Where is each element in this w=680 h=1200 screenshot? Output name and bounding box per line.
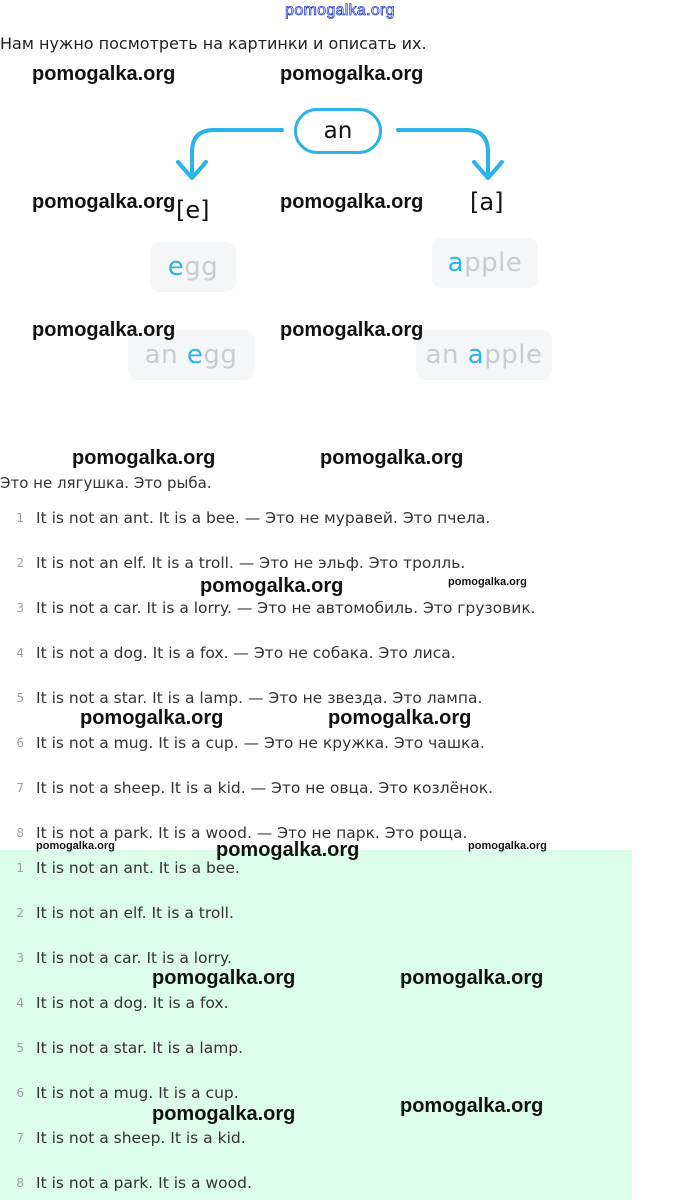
watermark: pomogalka.org (280, 63, 424, 85)
row-number: 1 (16, 511, 24, 525)
word-card-apple (432, 238, 538, 288)
row-number: 1 (16, 861, 24, 875)
word-first-letter: e (167, 252, 185, 282)
article-pill: an (294, 108, 382, 154)
watermark: pomogalka.org (152, 1103, 296, 1125)
row-number: 5 (16, 691, 24, 705)
row-number: 4 (16, 996, 24, 1010)
row-text: It is not an elf. It is a troll. (36, 904, 234, 922)
phrase-card-an-apple (416, 330, 552, 380)
sound-a: [a] (470, 188, 504, 216)
row-number: 7 (16, 781, 24, 795)
row-text: It is not a park. It is a wood. — Это не парк. Это роща. (36, 824, 468, 842)
phrase-article: an (425, 340, 459, 370)
row-number: 3 (16, 951, 24, 965)
phrase-article: an (144, 340, 179, 370)
watermark: pomogalka.org (216, 839, 360, 861)
watermark: pomogalka.org (280, 191, 424, 213)
row-text: It is not an ant. It is a bee. — Это не муравей. Это пчела. (36, 509, 491, 527)
row-text: It is not a star. It is a lamp. — Это не звезда. Это лампа. (36, 689, 483, 707)
row-text: It is not a park. It is a wood. (36, 1174, 252, 1192)
row-text: It is not a dog. It is a fox. — Это не собака. Это лиса. (36, 644, 456, 662)
row-number: 2 (16, 556, 24, 570)
phrase-rest: gg (203, 340, 238, 370)
watermark: pomogalka.org (32, 319, 176, 341)
watermark: pomogalka.org (36, 840, 115, 852)
watermark: pomogalka.org (32, 63, 176, 85)
row-text: It is not a car. It is a lorry. — Это не автомобиль. Это грузовик. (36, 599, 536, 617)
watermark: pomogalka.org (72, 447, 216, 469)
row-number: 8 (16, 826, 24, 840)
watermark: pomogalka.org (152, 967, 296, 989)
watermark: pomogalka.org (400, 1095, 544, 1117)
watermark: pomogalka.org (468, 840, 547, 852)
watermark: pomogalka.org (320, 447, 464, 469)
word-rest: pple (464, 248, 523, 278)
row-number: 2 (16, 906, 24, 920)
phrase-first-letter: a (467, 340, 485, 370)
section-heading: Это не лягушка. Это рыба. (0, 474, 212, 492)
row-text: It is not a dog. It is a fox. (36, 994, 229, 1012)
row-number: 4 (16, 646, 24, 660)
watermark: pomogalka.org (80, 707, 224, 729)
phrase-rest: pple (484, 340, 543, 370)
intro-text: Нам нужно посмотреть на картинки и описать их. (0, 34, 427, 53)
phrase-first-letter: e (186, 340, 204, 370)
row-text: It is not an ant. It is a bee. (36, 859, 240, 877)
watermark: pomogalka.org (400, 967, 544, 989)
row-number: 3 (16, 601, 24, 615)
word-card-egg (150, 242, 236, 292)
row-text: It is not a sheep. It is a kid. (36, 1129, 246, 1147)
row-number: 8 (16, 1176, 24, 1190)
watermark: pomogalka.org (32, 191, 176, 213)
row-text: It is not a star. It is a lamp. (36, 1039, 244, 1057)
word-first-letter: a (447, 248, 465, 278)
row-text: It is not a mug. It is a cup. — Это не кружка. Это чашка. (36, 734, 485, 752)
row-text: It is not a car. It is a lorry. (36, 949, 232, 967)
word-rest: gg (184, 252, 219, 282)
site-link[interactable]: pomogalka.org (285, 2, 395, 19)
row-text: It is not a mug. It is a cup. (36, 1084, 239, 1102)
row-text: It is not an elf. It is a troll. — Это не эльф. Это тролль. (36, 554, 466, 572)
row-text: It is not a sheep. It is a kid. — Это не овца. Это козлёнок. (36, 779, 494, 797)
row-number: 6 (16, 1086, 24, 1100)
watermark: pomogalka.org (200, 575, 344, 597)
sound-e: [e] (176, 196, 210, 224)
answers-panel (0, 850, 632, 1200)
watermark: pomogalka.org (448, 576, 527, 588)
watermark: pomogalka.org (328, 707, 472, 729)
watermark: pomogalka.org (280, 319, 424, 341)
row-number: 7 (16, 1131, 24, 1145)
right-arrow (398, 130, 488, 176)
left-arrow (192, 130, 282, 176)
row-number: 6 (16, 736, 24, 750)
row-number: 5 (16, 1041, 24, 1055)
